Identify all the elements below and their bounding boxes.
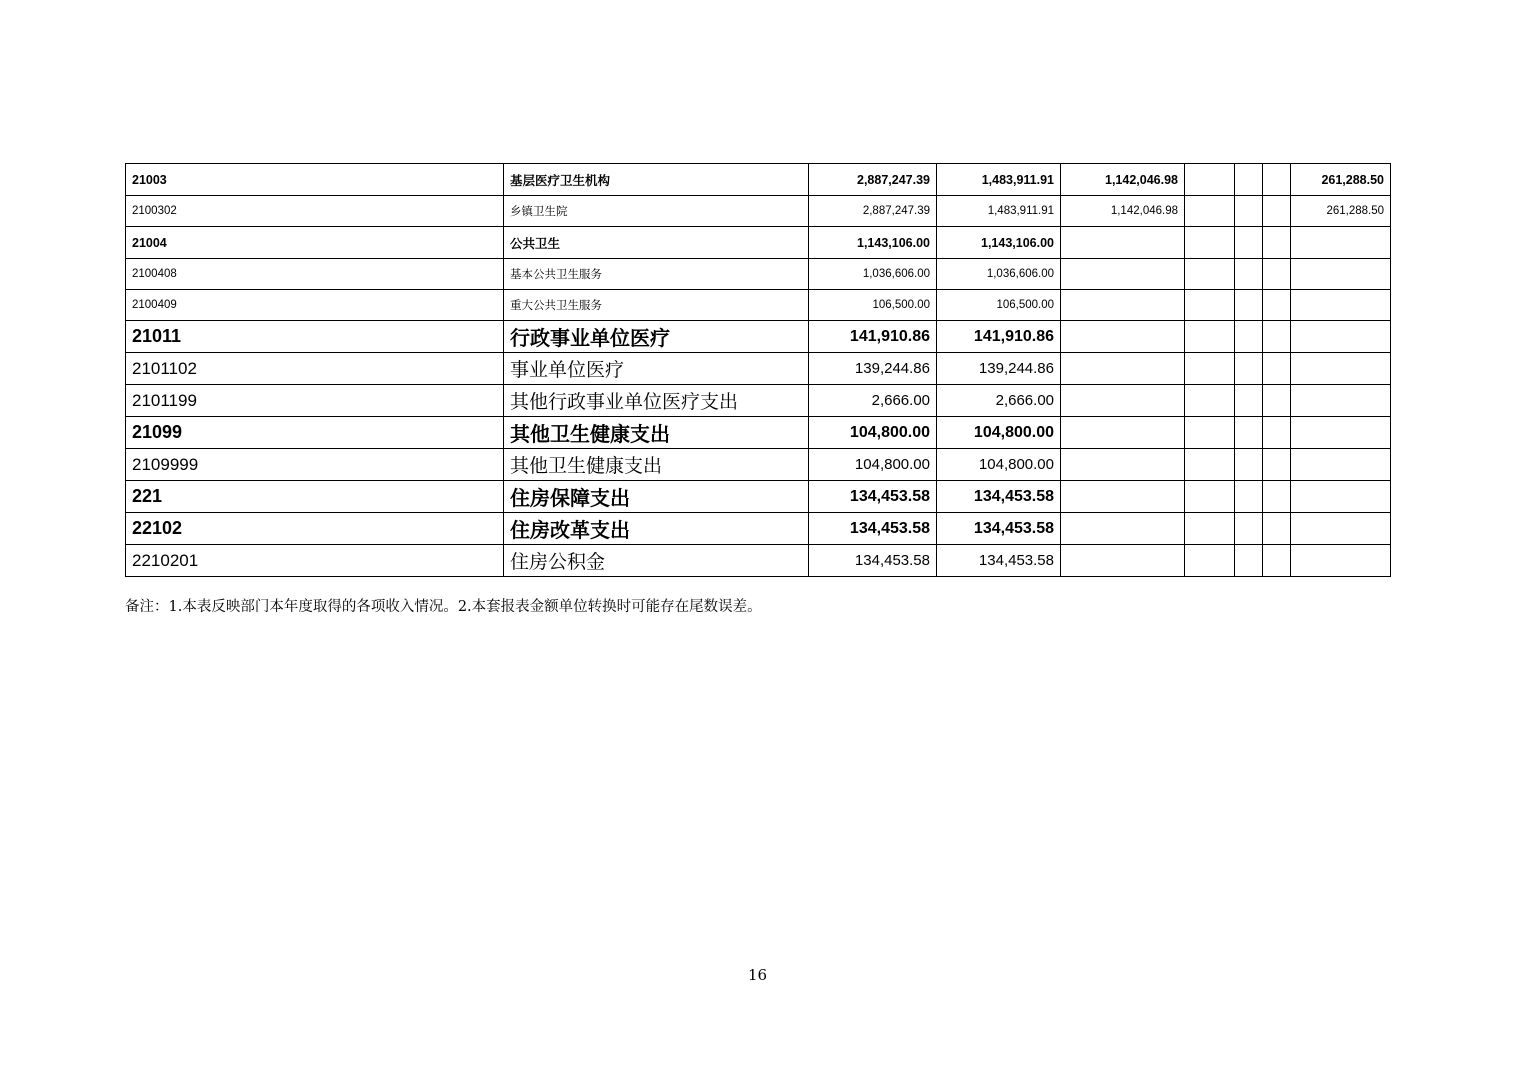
cell-value-3 (1061, 290, 1185, 321)
cell-value-7 (1291, 353, 1391, 385)
cell-value-6 (1263, 353, 1291, 385)
cell-name: 住房保障支出 (504, 481, 809, 513)
cell-value-5 (1235, 353, 1263, 385)
cell-name: 住房公积金 (504, 545, 809, 577)
cell-value-6 (1263, 545, 1291, 577)
page-number: 16 (747, 966, 768, 984)
cell-value-5 (1235, 164, 1263, 196)
cell-value-5 (1235, 513, 1263, 545)
cell-value-4 (1185, 545, 1235, 577)
cell-value-2: 104,800.00 (937, 417, 1061, 449)
cell-value-4 (1185, 353, 1235, 385)
cell-value-7 (1291, 321, 1391, 353)
table-row (126, 259, 1391, 290)
cell-code: 22102 (126, 513, 504, 545)
cell-value-5 (1235, 196, 1263, 227)
cell-value-3 (1061, 353, 1185, 385)
cell-value-1: 104,800.00 (809, 417, 937, 449)
cell-value-7 (1291, 513, 1391, 545)
cell-value-6 (1263, 290, 1291, 321)
table-row (126, 449, 1391, 481)
cell-value-5 (1235, 385, 1263, 417)
cell-code: 2210201 (126, 545, 504, 577)
cell-code: 2100302 (126, 196, 504, 227)
cell-value-5 (1235, 545, 1263, 577)
cell-value-1: 2,666.00 (809, 385, 937, 417)
cell-name: 住房改革支出 (504, 513, 809, 545)
cell-value-2: 134,453.58 (937, 545, 1061, 577)
cell-value-6 (1263, 259, 1291, 290)
cell-value-3: 1,142,046.98 (1061, 196, 1185, 227)
cell-value-3 (1061, 513, 1185, 545)
cell-value-1: 2,887,247.39 (809, 164, 937, 196)
cell-value-4 (1185, 259, 1235, 290)
cell-value-6 (1263, 417, 1291, 449)
cell-value-5 (1235, 417, 1263, 449)
table-row (126, 227, 1391, 259)
cell-value-7: 261,288.50 (1291, 196, 1391, 227)
cell-value-1: 106,500.00 (809, 290, 937, 321)
cell-code: 21003 (126, 164, 504, 196)
cell-value-4 (1185, 227, 1235, 259)
cell-value-7 (1291, 417, 1391, 449)
cell-name: 乡镇卫生院 (504, 196, 809, 227)
cell-value-7 (1291, 545, 1391, 577)
cell-value-3 (1061, 545, 1185, 577)
cell-value-4 (1185, 385, 1235, 417)
cell-value-3 (1061, 449, 1185, 481)
cell-value-5 (1235, 259, 1263, 290)
cell-value-1: 1,143,106.00 (809, 227, 937, 259)
cell-name: 其他卫生健康支出 (504, 417, 809, 449)
cell-value-5 (1235, 321, 1263, 353)
cell-value-1: 134,453.58 (809, 513, 937, 545)
cell-name: 基本公共卫生服务 (504, 259, 809, 290)
cell-value-7 (1291, 481, 1391, 513)
cell-value-4 (1185, 164, 1235, 196)
cell-value-5 (1235, 481, 1263, 513)
cell-value-4 (1185, 449, 1235, 481)
cell-value-2: 2,666.00 (937, 385, 1061, 417)
table-row (126, 164, 1391, 196)
cell-value-1: 2,887,247.39 (809, 196, 937, 227)
cell-value-2: 1,483,911.91 (937, 196, 1061, 227)
cell-value-4 (1185, 417, 1235, 449)
table-row (126, 481, 1391, 513)
cell-value-1: 141,910.86 (809, 321, 937, 353)
cell-value-7: 261,288.50 (1291, 164, 1391, 196)
table-row (126, 321, 1391, 353)
cell-code: 21004 (126, 227, 504, 259)
cell-value-5 (1235, 290, 1263, 321)
cell-name: 事业单位医疗 (504, 353, 809, 385)
cell-value-2: 1,143,106.00 (937, 227, 1061, 259)
cell-name: 行政事业单位医疗 (504, 321, 809, 353)
cell-code: 2101102 (126, 353, 504, 385)
cell-value-2: 141,910.86 (937, 321, 1061, 353)
cell-code: 21011 (126, 321, 504, 353)
cell-value-1: 134,453.58 (809, 545, 937, 577)
cell-value-4 (1185, 513, 1235, 545)
cell-value-6 (1263, 227, 1291, 259)
cell-name: 其他卫生健康支出 (504, 449, 809, 481)
cell-code: 2101199 (126, 385, 504, 417)
cell-value-7 (1291, 259, 1391, 290)
cell-value-5 (1235, 449, 1263, 481)
cell-value-1: 139,244.86 (809, 353, 937, 385)
table-row (126, 196, 1391, 227)
cell-value-4 (1185, 321, 1235, 353)
cell-value-2: 134,453.58 (937, 513, 1061, 545)
cell-value-1: 1,036,606.00 (809, 259, 937, 290)
table-row (126, 385, 1391, 417)
cell-value-4 (1185, 196, 1235, 227)
cell-name: 其他行政事业单位医疗支出 (504, 385, 809, 417)
table-row (126, 290, 1391, 321)
cell-value-2: 1,036,606.00 (937, 259, 1061, 290)
cell-value-6 (1263, 196, 1291, 227)
table-row (126, 513, 1391, 545)
cell-code: 2100409 (126, 290, 504, 321)
cell-value-3 (1061, 259, 1185, 290)
cell-value-6 (1263, 481, 1291, 513)
cell-value-2: 104,800.00 (937, 449, 1061, 481)
cell-value-6 (1263, 385, 1291, 417)
cell-name: 公共卫生 (504, 227, 809, 259)
cell-value-1: 134,453.58 (809, 481, 937, 513)
cell-value-6 (1263, 321, 1291, 353)
cell-value-2: 106,500.00 (937, 290, 1061, 321)
budget-table-container (125, 163, 1390, 577)
cell-value-7 (1291, 290, 1391, 321)
budget-table (125, 163, 1391, 577)
cell-code: 21099 (126, 417, 504, 449)
cell-value-4 (1185, 481, 1235, 513)
cell-value-1: 104,800.00 (809, 449, 937, 481)
cell-value-6 (1263, 449, 1291, 481)
cell-value-2: 134,453.58 (937, 481, 1061, 513)
cell-value-7 (1291, 227, 1391, 259)
cell-code: 2100408 (126, 259, 504, 290)
cell-value-5 (1235, 227, 1263, 259)
cell-code: 221 (126, 481, 504, 513)
table-row (126, 417, 1391, 449)
table-row (126, 545, 1391, 577)
cell-value-3 (1061, 227, 1185, 259)
cell-value-2: 1,483,911.91 (937, 164, 1061, 196)
cell-value-6 (1263, 513, 1291, 545)
cell-value-3 (1061, 321, 1185, 353)
cell-value-7 (1291, 449, 1391, 481)
cell-name: 基层医疗卫生机构 (504, 164, 809, 196)
cell-value-2: 139,244.86 (937, 353, 1061, 385)
cell-value-3 (1061, 481, 1185, 513)
cell-value-6 (1263, 164, 1291, 196)
cell-value-3 (1061, 385, 1185, 417)
cell-code: 2109999 (126, 449, 504, 481)
cell-value-7 (1291, 385, 1391, 417)
cell-value-3: 1,142,046.98 (1061, 164, 1185, 196)
budget-table-body (126, 164, 1391, 577)
table-row (126, 353, 1391, 385)
cell-value-4 (1185, 290, 1235, 321)
cell-value-3 (1061, 417, 1185, 449)
cell-name: 重大公共卫生服务 (504, 290, 809, 321)
table-note: 备注：1.本表反映部门本年度取得的各项收入情况。2.本套报表金额单位转换时可能存在尾数误差。 (125, 599, 762, 615)
